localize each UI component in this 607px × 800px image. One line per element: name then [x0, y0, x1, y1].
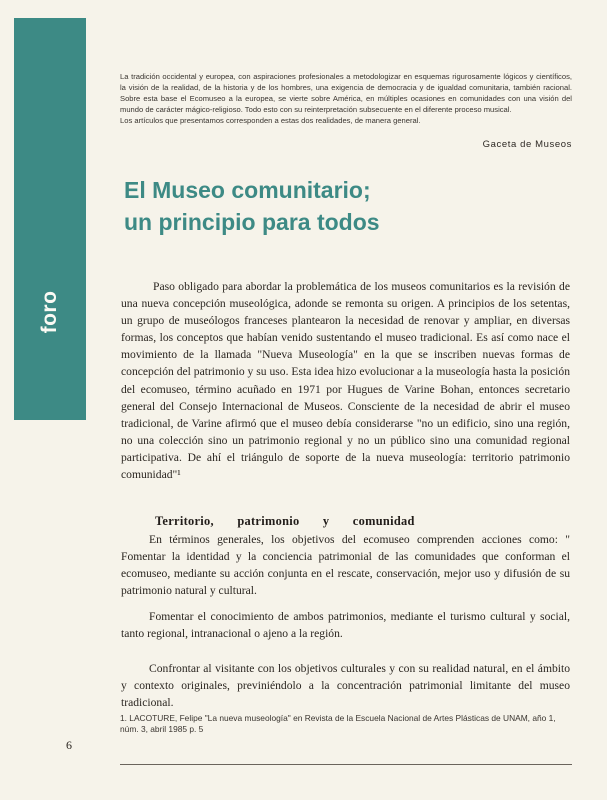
paragraph-text: Fomentar el conocimiento de ambos patrimonios, mediante el turismo cultural y social, tanto regional, intranacional o ajeno a la región. — [121, 610, 570, 641]
section-subheading: Territorio, patrimonio y comunidad — [155, 514, 415, 528]
intro-text-block — [120, 72, 572, 127]
body-paragraph-1 — [121, 278, 570, 483]
section-color-bar — [14, 18, 86, 420]
intro-paragraph: La tradición occidental y europea, con aspiraciones profesionales a metodologizar en esquemas rigurosamente lógicos y científicos, la visión de la realidad, de la historia y de los hombres, una exigencia de democracia y de igualdad comunitaria, también racional. Sobre esta base el Ecomuseo a la europea, se vierte sobre América, en múltiples ocasiones en comunidades con una visión del mundo de carácter mágico-religioso. Todo esto con su reinterpretación subsecuente en el diferente proceso musical. — [120, 72, 572, 114]
body-paragraph-2 — [121, 531, 570, 599]
body-paragraph-4 — [121, 660, 570, 711]
body-paragraph-3 — [121, 608, 570, 642]
intro-source: Gaceta de Museos — [482, 139, 572, 150]
intro-closing-line: Los artículos que presentamos corresponden a estas dos realidades, de manera general. — [120, 115, 421, 125]
title-line-1: El Museo comunitario; — [124, 177, 371, 203]
page-number: 6 — [66, 738, 72, 752]
paragraph-text: Paso obligado para abordar la problemática de los museos comunitarios es la revisión de una nueva concepción museológica, adonde se remonta su origen. A principios de los setentas, un grupo de museólogos franceses plantearon la necesidad de renovar y ampliar, en diversas formas, los conceptos que habían venido sustentando el museo tradicional. Es así como nace el movimiento de la llamada "Nueva Museología" en la que se inscriben nuevas formas de concepción del patrimonio y su uso. Esta idea hizo evolucionar a la museología hasta la posición del ecomuseo, término acuñado en 1971 por Hugues de Varine Bohan, entonces secretario general del Consejo Internacional de Museos. Consciente de la necesidad de abrir el museo tradicional, de Varine afirmó que el museo debía considerarse "no un edificio, sino una región, no una colección sino un patrimonio regional y no un público sino una comunidad regional participativa. De ahí el triángulo de soporte de la nueva museología: territorio patrimonio comunidad"¹ — [121, 280, 570, 482]
footnote — [120, 713, 572, 735]
section-label: foro — [38, 290, 61, 334]
title-line-2: un principio para todos — [124, 209, 380, 235]
bottom-divider — [120, 764, 572, 765]
footnote-text: 1. LACOTURE, Felipe "La nueva museología" en Revista de la Escuela Nacional de Artes Plásticas de UNAM, año 1, núm. 3, abril 1985 p. 5 — [120, 713, 556, 734]
paragraph-text: En términos generales, los objetivos del ecomuseo comprenden acciones como: " Fomentar la identidad y la conciencia patrimonial de las comunidades que conforman el ecomuseo, mediante su acción conjunta en el rescate, conservación, mejor uso y difusión de su patrimonio natural y cultural. — [121, 533, 570, 598]
paragraph-text: Confrontar al visitante con los objetivos culturales y con su realidad natural, en el ámbito y contexto originales, previniéndolo a la concentración patrimonial limitante del museo tradicional. — [121, 662, 570, 710]
article-title — [124, 174, 564, 238]
